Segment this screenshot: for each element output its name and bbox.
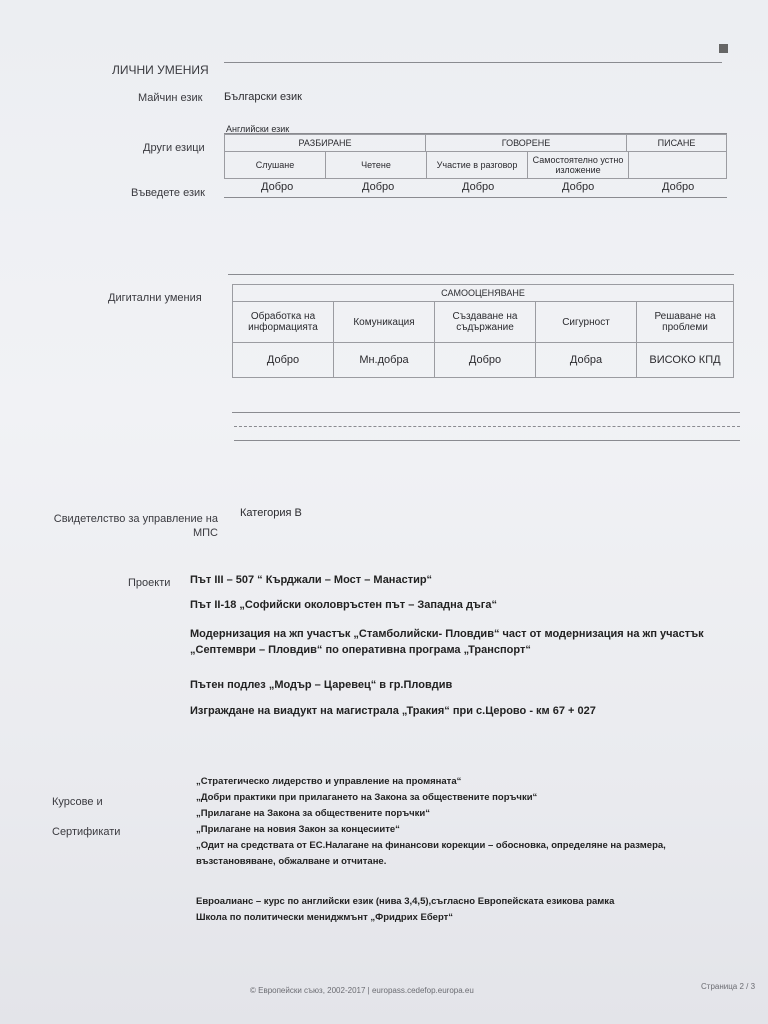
subcol-listening: Слушане xyxy=(225,152,326,179)
digital-rule-1 xyxy=(232,412,740,413)
driving-licence-label-line1: Свидетелство за управление на xyxy=(53,513,218,525)
heading-rule xyxy=(224,62,722,63)
course-item: Евроалианс – курс по английски език (нива 3,4,5),съгласно Европейската езикова рамка xyxy=(196,896,615,907)
group-understanding: РАЗБИРАНЕ xyxy=(225,135,426,152)
project-item: Път III – 507 “ Кърджали – Мост – Манастир“ xyxy=(190,574,433,586)
category-information-processing: Обработка на информацията xyxy=(233,302,334,343)
driving-licence-label-line2: МПС xyxy=(192,527,218,539)
course-item: „Стратегическо лидерство и управление на промяната“ xyxy=(196,776,462,787)
category-problem-solving: Решаване на проблеми xyxy=(637,302,734,343)
value-listening: Добро xyxy=(261,181,294,193)
mother-tongue-label: Майчин език xyxy=(138,92,203,104)
corner-marker xyxy=(719,44,728,53)
subcol-spoken-production: Самостоятелно устно изложение xyxy=(528,152,629,179)
digital-top-rule xyxy=(228,274,734,275)
section-heading-personal-skills: ЛИЧНИ УМЕНИЯ xyxy=(112,63,209,77)
language-bottom-rule xyxy=(224,197,727,198)
project-item: Модернизация на жп участък „Стамболийски- Пловдив“ част от модернизация на жп участък xyxy=(190,628,704,640)
course-item: „Добри практики при прилагането на Закона за обществените поръчки“ xyxy=(196,792,538,803)
project-item: „Септември – Пловдив“ по оперативна програма „Транспорт“ xyxy=(190,644,531,656)
value-writing: Добро xyxy=(662,181,695,193)
course-item: възстановяване, обжалване и отчитане. xyxy=(196,856,387,867)
courses-label-line1: Курсове и xyxy=(52,796,103,808)
subcol-reading: Четене xyxy=(326,152,427,179)
subcol-conversation: Участие в разговор xyxy=(427,152,528,179)
value-conversation: Добро xyxy=(462,181,495,193)
value-spoken-production: Добро xyxy=(562,181,595,193)
footer-page-number: Страница 2 / 3 xyxy=(701,982,756,991)
category-safety: Сигурност xyxy=(536,302,637,343)
digital-skills-label: Дигитални умения xyxy=(108,292,202,304)
language-name: Английски език xyxy=(226,124,290,134)
mother-tongue-value: Български език xyxy=(224,91,302,103)
driving-licence-value: Категория В xyxy=(240,507,302,519)
value-communication: Мн.добра xyxy=(334,343,435,378)
digital-skills-table xyxy=(232,284,734,378)
project-item: Път II-18 „Софийски околовръстен път – Западна дъга“ xyxy=(190,599,498,611)
enter-language-label: Въведете език xyxy=(131,187,205,199)
value-content-creation: Добро xyxy=(435,343,536,378)
value-information-processing: Добро xyxy=(233,343,334,378)
language-table-groups xyxy=(224,134,727,152)
category-communication: Комуникация xyxy=(334,302,435,343)
footer-copyright: © Европейски съюз, 2002-2017 | europass.cedefop.europa.eu xyxy=(250,986,474,995)
digital-rule-3 xyxy=(234,440,740,441)
language-table-subcols xyxy=(224,151,727,179)
driving-licence-label xyxy=(48,512,218,540)
projects-label: Проекти xyxy=(128,577,171,589)
value-problem-solving: ВИСОКО КПД xyxy=(637,343,734,378)
other-languages-label: Други езици xyxy=(143,142,205,154)
group-speaking: ГОВОРЕНЕ xyxy=(426,135,627,152)
subcol-writing xyxy=(629,152,727,179)
category-content-creation: Създаване на съдържание xyxy=(435,302,536,343)
project-item: Пътен подлез „Модър – Царевец“ в гр.Пловдив xyxy=(190,679,453,691)
course-item: Школа по политически мениджмънт „Фридрих Еберт“ xyxy=(196,912,454,923)
courses-label-line2: Сертификати xyxy=(52,826,121,838)
group-writing: ПИСАНЕ xyxy=(627,135,727,152)
value-reading: Добро xyxy=(362,181,395,193)
language-values-row xyxy=(224,181,727,197)
self-assessment-header: САМООЦЕНЯВАНЕ xyxy=(233,285,734,302)
project-item: Изграждане на виадукт на магистрала „Тракия“ при с.Церово - км 67 + 027 xyxy=(190,705,596,717)
digital-rule-2 xyxy=(234,426,740,427)
course-item: „Прилагане на Закона за обществените поръчки“ xyxy=(196,808,431,819)
course-item: „Одит на средствата от ЕС.Налагане на финансови корекции – обосновка, определяне на размера, xyxy=(196,840,666,851)
course-item: „Прилагане на новия Закон за концесиите“ xyxy=(196,824,400,835)
value-safety: Добра xyxy=(536,343,637,378)
